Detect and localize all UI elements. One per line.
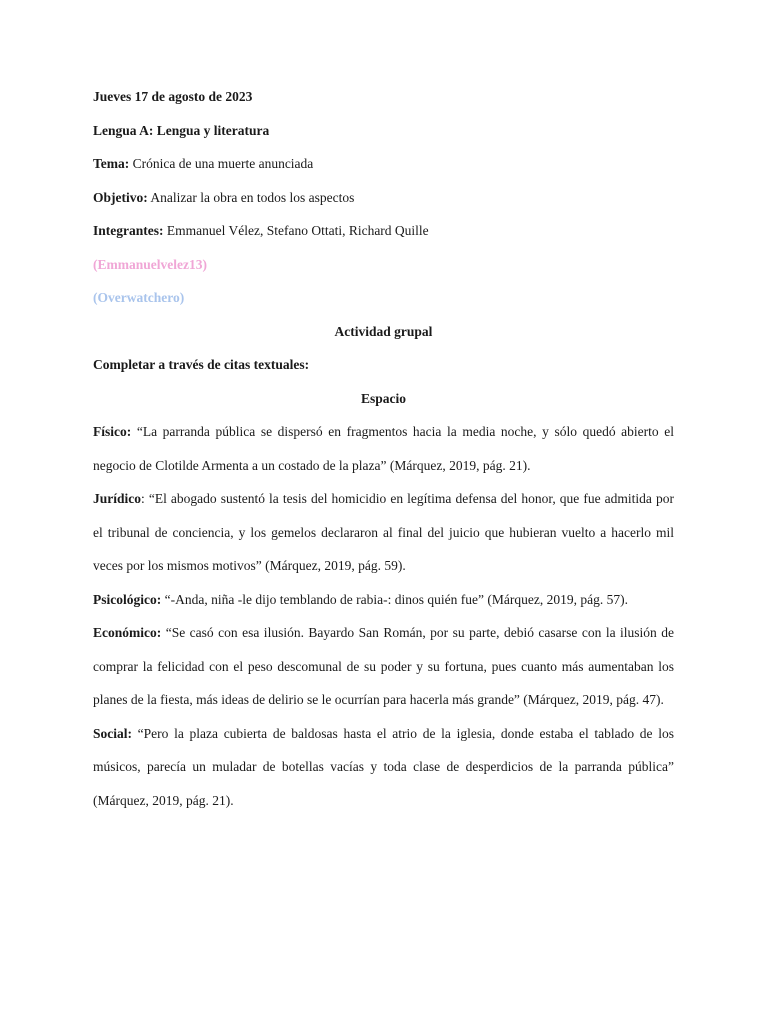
entry-label: Económico: xyxy=(93,625,162,640)
integrantes-value: Emmanuel Vélez, Stefano Ottati, Richard Quille xyxy=(163,223,429,238)
tema-line xyxy=(93,153,674,187)
entry-text: “Se casó con esa ilusión. Bayardo San Román, por su parte, debió casarse con la ilusión de comprar la felicidad con el peso descomunal de su poder y su fortuna, pues cuanto más aumentaban los planes de la fiesta, más ideas de delirio se le ocurrían para hacerla más grande” (Márquez, 2019, pág. 47). xyxy=(93,625,674,707)
entry-psicologico xyxy=(93,583,674,617)
date-line: Jueves 17 de agosto de 2023 xyxy=(93,89,253,104)
entry-label: Jurídico xyxy=(93,491,142,506)
objetivo-label: Objetivo: xyxy=(93,189,148,205)
entry-label: Físico: xyxy=(93,424,132,439)
entry-text: “-Anda, niña -le dijo temblando de rabia-: dinos quién fue” (Márquez, 2019, pág. 57). xyxy=(161,591,628,607)
activity-title: Actividad grupal xyxy=(334,323,433,339)
document-content xyxy=(93,86,674,817)
integrantes-line xyxy=(93,220,674,254)
entry-juridico xyxy=(93,482,674,583)
tema-label: Tema: xyxy=(93,156,130,171)
handle-overwatchero: (Overwatchero) xyxy=(93,290,185,305)
objetivo-value: Analizar la obra en todos los aspectos xyxy=(147,189,355,205)
instruction-line: Completar a través de citas textuales: xyxy=(93,357,310,372)
entry-label: Social: xyxy=(93,725,132,741)
entry-text: “Pero la plaza cubierta de baldosas hasta el atrio de la iglesia, donde estaba el tablado de los músicos, parecía un muladar de botellas vacías y toda clase de desperdicios de la parranda pública” (Márquez, 2019, pág. 21). xyxy=(93,725,674,808)
subject-line: Lengua A: Lengua y literatura xyxy=(93,122,270,138)
entry-fisico xyxy=(93,415,674,482)
entry-label: Psicológico: xyxy=(93,591,162,607)
entry-social xyxy=(93,717,674,818)
entry-text: “La parranda pública se dispersó en fragmentos hacia la media noche, y sólo quedó abierto el negocio de Clotilde Armenta a un costado de la plaza” (Márquez, 2019, pág. 21). xyxy=(93,424,674,473)
handle-emmanuel: (Emmanuelvelez13) xyxy=(93,256,207,272)
entry-text: : “El abogado sustentó la tesis del homicidio en legítima defensa del honor, que fue admitida por el tribunal de conciencia, y los gemelos declararon al final del juicio que hubieran vuelto a hacerlo mil veces por los mismos motivos” (Márquez, 2019, pág. 59). xyxy=(93,491,674,573)
section-title: Espacio xyxy=(360,390,406,406)
objetivo-line xyxy=(93,187,674,221)
integrantes-label: Integrantes: xyxy=(93,223,164,238)
entry-economico xyxy=(93,616,674,717)
tema-value: Crónica de una muerte anunciada xyxy=(129,156,314,171)
